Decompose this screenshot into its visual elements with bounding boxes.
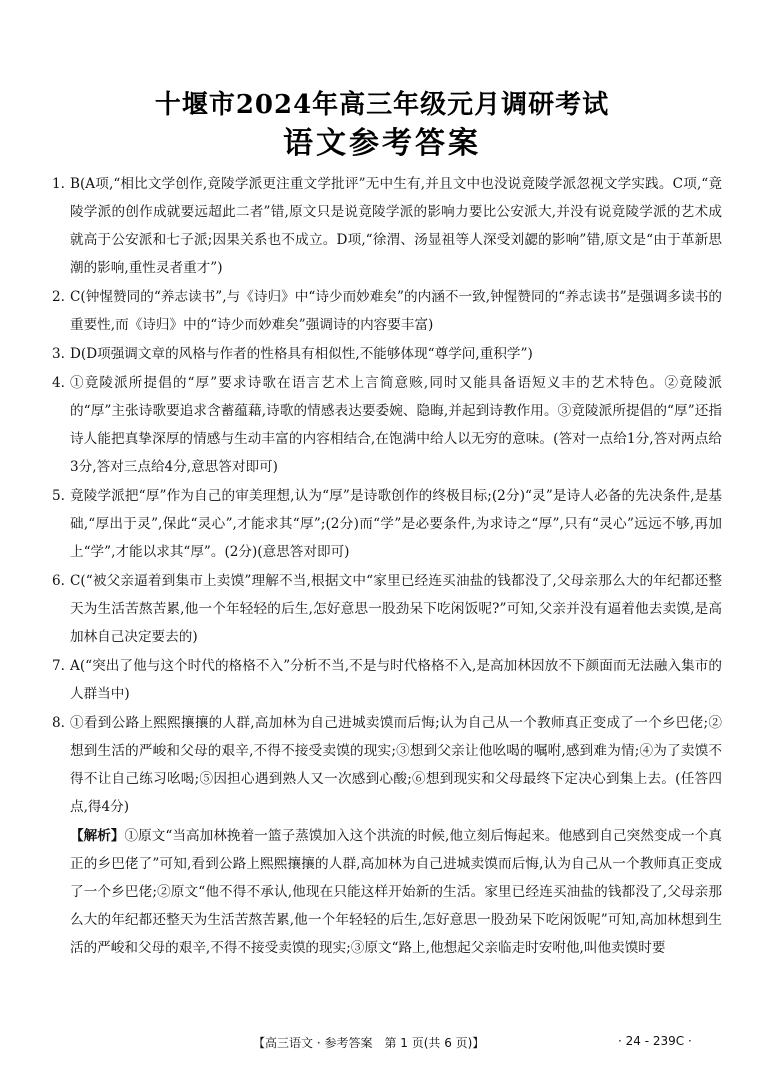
answer-content — [52, 170, 722, 962]
answer-number: 6. — [52, 573, 65, 589]
answer-item-4 — [52, 369, 722, 481]
answer-item-8 — [52, 709, 722, 821]
answer-text: D(D项强调文章的风格与作者的性格具有相似性,不能够体现“尊学问,重积学”) — [70, 346, 533, 362]
exam-title: 十堰市2024年高三年级元月调研考试 — [154, 90, 610, 120]
analysis-block — [52, 822, 722, 962]
answer-item-5 — [52, 482, 722, 566]
answer-number: 1. — [52, 176, 65, 192]
analysis-text: ①原文“当高加林挽着一篮子蒸馍加入这个洪流的时候,他立刻后悔起来。他感到自己突然变成一个真正的乡巴佬了”可知,看到公路上熙熙攘攘的人群,高加林为自己进城卖馍而后悔,认为自己从一个教师真正变成了一个乡巴佬;②原文“他不得不承认,他现在只能这样开始新的生活。家里已经连买油盐的钱都没了,父母亲那么大的年纪都还整天为生活苦熬苦累,他一个年轻轻的后生,怎好意思一股劲呆下吃闲饭呢”可知,高加林想到生活的严峻和父母的艰辛,不得不接受卖馍的现实;③原文“路上,他想起父亲临走时安咐他,叫他卖馍时要 — [70, 828, 722, 956]
answer-text: C(“被父亲逼着到集市上卖馍”理解不当,根据文中“家里已经连买油盐的钱都没了,父母亲那么大的年纪都还整天为生活苦熬苦累,他一个年轻轻的后生,怎好意思一股劲呆下吃闲饭呢?”可知,父亲并没有逼着他去卖馍,是高加林自己决定要去的) — [70, 573, 722, 645]
answer-text: ①竟陵派所提倡的“厚”要求诗歌在语言艺术上言简意赅,同时又能具备语短义丰的艺术特色。②竟陵派的“厚”主张诗歌要追求含蓄蕴藉,诗歌的情感表达要委婉、隐晦,并起到诗教作用。③竟陵派所提倡的“厚”还指诗人能把真挚深厚的情感与生动丰富的内容相结合,在饱满中给人以无穷的意味。(答对一点给1分,答对两点给3分,答对三点给4分,意思答对即可) — [70, 375, 722, 475]
analysis-tag: 【解析】 — [70, 828, 125, 844]
answer-item-6 — [52, 567, 722, 651]
footer-page-info: 【高三语文 · 参考答案 第 1 页(共 6 页)】 — [253, 1036, 485, 1050]
answer-text: 竟陵学派把“厚”作为自己的审美理想,认为“厚”是诗歌创作的终极目标;(2分)“灵”是诗人必备的先决条件,是基础,“厚出于灵”,保此“灵心”,才能求其“厚”;(2分)而“学”是必要条件,为求诗之“厚”,只有“灵心”远远不够,再加上“学”,才能以求其“厚”。(2分)(意思答对即可) — [70, 488, 722, 560]
footer-doc-code: · 24 - 239C · — [618, 1034, 692, 1048]
answer-text: B(A项,“相比文学创作,竟陵学派更注重文学批评”无中生有,并且文中也没说竟陵学派忽视文学实践。C项,“竟陵学派的创作成就要远超此二者”错,原文只是说竟陵学派的影响力要比公安派大,并没有说竟陵学派的艺术成就高于公安派和七子派;因果关系也不成立。D项,“徐渭、汤显祖等人深受刘勰的影响”错,原文是“由于革新思潮的影响,重性灵者重才”) — [70, 176, 722, 276]
answer-text: C(钟惺赞同的“养志读书”,与《诗归》中“诗少而妙难矣”的内涵不一致,钟惺赞同的“养志读书”是强调多读书的重要性,而《诗归》中的“诗少而妙难矣”强调诗的内容要丰富) — [70, 289, 722, 333]
answer-text: A(“突出了他与这个时代的格格不入”分析不当,不是与时代格格不入,是高加林因放不下颜面而无法融入集市的人群当中) — [70, 658, 722, 702]
answer-number: 2. — [52, 289, 65, 305]
answer-item-2 — [52, 283, 722, 339]
answer-number: 7. — [52, 658, 65, 674]
answer-number: 3. — [52, 346, 65, 362]
answer-number: 5. — [52, 488, 65, 504]
answer-number: 8. — [52, 715, 65, 731]
answer-text: ①看到公路上熙熙攘攘的人群,高加林为自己进城卖馍而后悔;认为自己从一个教师真正变成了一个乡巴佬;②想到生活的严峻和父母的艰辛,不得不接受卖馍的现实;③想到父亲让他吆喝的嘱咐,感到难为情;④为了卖馍不得不让自己练习吆喝;⑤因担心遇到熟人又一次感到心酸;⑥想到现实和父母最终下定决心到集上去。(任答四点,得4分) — [70, 715, 722, 815]
answer-item-1 — [52, 170, 722, 282]
answer-number: 4. — [52, 375, 65, 391]
answer-item-7 — [52, 652, 722, 708]
answer-key-title: 语文参考答案 — [283, 126, 481, 161]
answer-item-3 — [52, 340, 722, 368]
